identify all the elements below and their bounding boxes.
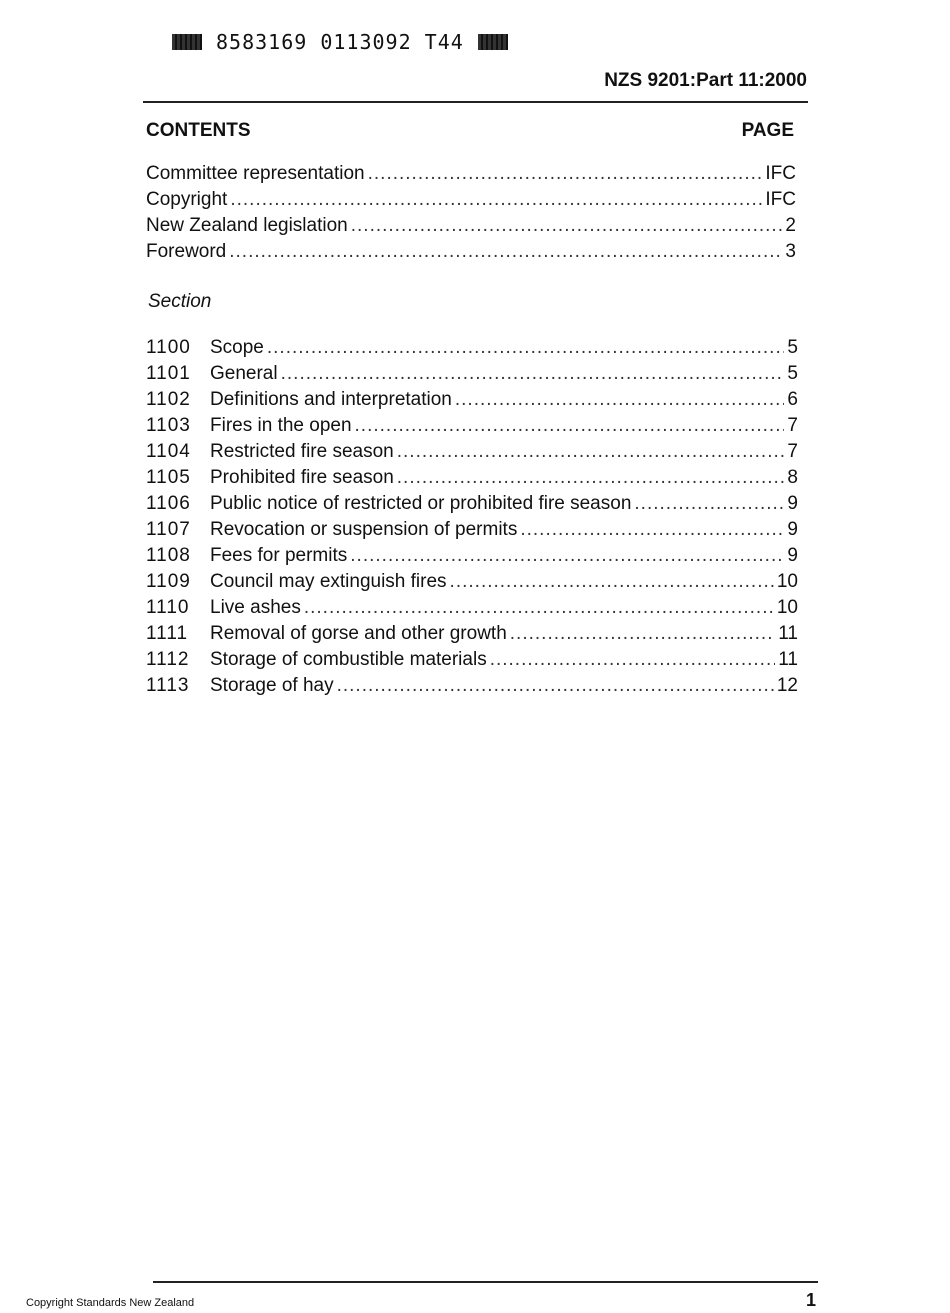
toc-entry-title: Committee representation bbox=[146, 163, 365, 184]
section-title: Revocation or suspension of permits bbox=[210, 519, 518, 540]
section-number: 1108 bbox=[146, 545, 191, 566]
document-id: NZS 9201:Part 11:2000 bbox=[604, 70, 807, 91]
section-number: 1101 bbox=[146, 363, 191, 384]
section-title: Definitions and interpretation bbox=[210, 389, 452, 410]
toc-section-entry[interactable] bbox=[146, 413, 798, 439]
toc-entry[interactable] bbox=[146, 239, 796, 265]
section-title: Public notice of restricted or prohibited fire season bbox=[210, 493, 632, 514]
section-title: Council may extinguish fires bbox=[210, 571, 447, 592]
scan-block-left bbox=[172, 34, 202, 50]
dot-leader bbox=[229, 239, 782, 265]
section-title: Fees for permits bbox=[210, 545, 348, 566]
toc-section-entry[interactable] bbox=[146, 595, 798, 621]
toc-section-entry[interactable] bbox=[146, 673, 798, 699]
toc-section-entry[interactable] bbox=[146, 361, 798, 387]
scan-code: 8583169 0113092 T44 bbox=[216, 30, 464, 54]
toc-entry[interactable] bbox=[146, 187, 796, 213]
scan-barcode-line bbox=[172, 30, 508, 54]
dot-leader bbox=[304, 595, 774, 621]
toc-entry-page: IFC bbox=[765, 163, 796, 184]
toc-entry[interactable] bbox=[146, 213, 796, 239]
section-page: 7 bbox=[787, 441, 798, 462]
dot-leader bbox=[520, 517, 784, 543]
toc-entry-title: New Zealand legislation bbox=[146, 215, 348, 236]
footer-divider bbox=[153, 1281, 818, 1283]
section-number: 1110 bbox=[146, 597, 190, 618]
section-number: 1104 bbox=[146, 441, 191, 462]
section-title: Storage of combustible materials bbox=[210, 649, 487, 670]
section-page: 10 bbox=[776, 571, 798, 592]
dot-leader bbox=[350, 543, 784, 569]
section-page: 10 bbox=[776, 597, 798, 618]
section-page: 9 bbox=[787, 519, 798, 540]
dot-leader bbox=[355, 413, 785, 439]
section-title: Live ashes bbox=[210, 597, 301, 618]
section-number: 1107 bbox=[146, 519, 191, 540]
toc-entry-page: 3 bbox=[785, 241, 796, 262]
contents-heading: CONTENTS bbox=[146, 120, 251, 141]
toc-section-entry[interactable] bbox=[146, 647, 798, 673]
section-number: 1109 bbox=[146, 571, 191, 592]
dot-leader bbox=[368, 161, 763, 187]
section-number: 1106 bbox=[146, 493, 191, 514]
section-number: 1111 bbox=[146, 623, 189, 644]
toc-section-entry[interactable] bbox=[146, 543, 798, 569]
section-number: 1105 bbox=[146, 467, 191, 488]
section-title: General bbox=[210, 363, 278, 384]
section-page: 5 bbox=[787, 337, 798, 358]
toc-section-entry[interactable] bbox=[146, 491, 798, 517]
dot-leader bbox=[397, 439, 785, 465]
section-page: 5 bbox=[787, 363, 798, 384]
dot-leader bbox=[337, 673, 774, 699]
section-number: 1113 bbox=[146, 675, 190, 696]
page-column-heading: PAGE bbox=[741, 120, 794, 141]
section-number: 1102 bbox=[146, 389, 191, 410]
toc-section-entry[interactable] bbox=[146, 439, 798, 465]
dot-leader bbox=[281, 361, 785, 387]
dot-leader bbox=[634, 491, 784, 517]
section-title: Prohibited fire season bbox=[210, 467, 394, 488]
section-title: Fires in the open bbox=[210, 415, 352, 436]
dot-leader bbox=[351, 213, 783, 239]
section-title: Scope bbox=[210, 337, 264, 358]
sections-list bbox=[146, 335, 798, 699]
page-number: 1 bbox=[805, 1290, 816, 1310]
section-page: 11 bbox=[778, 649, 798, 670]
section-page: 12 bbox=[776, 675, 798, 696]
scan-block-right bbox=[478, 34, 508, 50]
toc-section-entry[interactable] bbox=[146, 465, 798, 491]
dot-leader bbox=[450, 569, 774, 595]
toc-entry-title: Foreword bbox=[146, 241, 227, 262]
footer-copyright: Copyright Standards New Zealand bbox=[26, 1297, 195, 1309]
dot-leader bbox=[510, 621, 775, 647]
dot-leader bbox=[490, 647, 776, 673]
section-number: 1112 bbox=[146, 649, 190, 670]
dot-leader bbox=[397, 465, 785, 491]
toc-entry-title: Copyright bbox=[146, 189, 228, 210]
toc-entry[interactable] bbox=[146, 161, 796, 187]
toc-section-entry[interactable] bbox=[146, 621, 798, 647]
section-page: 7 bbox=[787, 415, 798, 436]
section-page: 9 bbox=[787, 493, 798, 514]
section-label: Section bbox=[148, 291, 212, 312]
section-title: Restricted fire season bbox=[210, 441, 394, 462]
dot-leader bbox=[455, 387, 785, 413]
toc-entry-page: IFC bbox=[765, 189, 796, 210]
toc-section-entry[interactable] bbox=[146, 517, 798, 543]
section-page: 8 bbox=[787, 467, 798, 488]
section-title: Storage of hay bbox=[210, 675, 334, 696]
front-matter-list bbox=[146, 161, 796, 265]
header-divider bbox=[143, 101, 808, 103]
toc-section-entry[interactable] bbox=[146, 335, 798, 361]
toc-section-entry[interactable] bbox=[146, 569, 798, 595]
toc-section-entry[interactable] bbox=[146, 387, 798, 413]
section-page: 6 bbox=[787, 389, 798, 410]
section-page: 9 bbox=[787, 545, 798, 566]
section-title: Removal of gorse and other growth bbox=[210, 623, 507, 644]
dot-leader bbox=[230, 187, 762, 213]
section-number: 1100 bbox=[146, 337, 191, 358]
dot-leader bbox=[267, 335, 785, 361]
section-page: 11 bbox=[778, 623, 798, 644]
section-number: 1103 bbox=[146, 415, 191, 436]
toc-entry-page: 2 bbox=[785, 215, 796, 236]
